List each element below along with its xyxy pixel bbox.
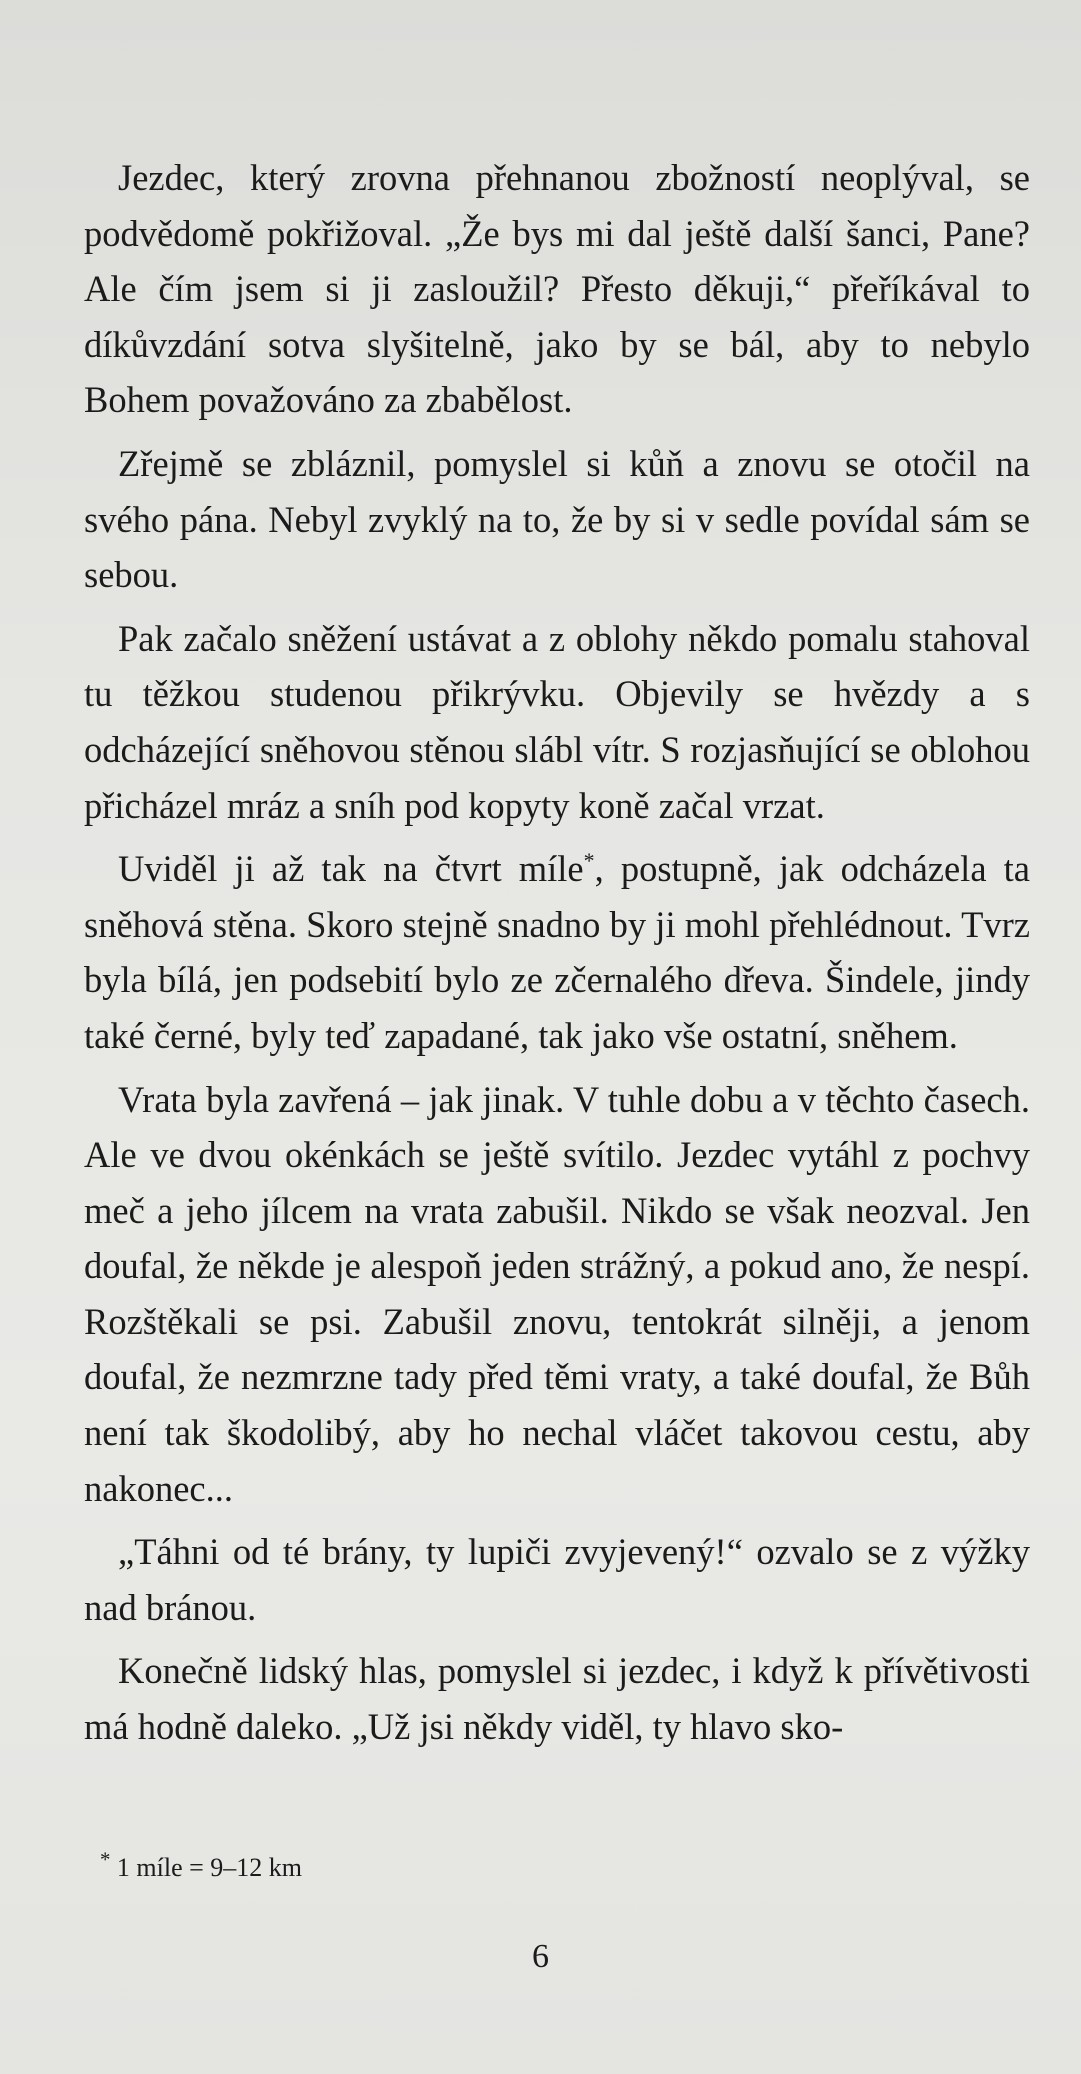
paragraph-7: Konečně lidský hlas, pomyslel si jezdec, i když k přívětivosti má hodně daleko. „Už jsi někdy viděl, ty hlavo sko- <box>84 1650 1030 1748</box>
body-text <box>84 150 1030 1763</box>
page-number: 6 <box>532 1938 549 1975</box>
paragraph-1: Jezdec, který zrovna přehnanou zbožností neoplýval, se podvědomě pokřižoval. „Že bys mi dal ještě další šanci, Pane? Ale čím jsem si ji zasloužil? Přesto děkuji,“ přeříkával to díkůvzdání sotva slyšitelně, jako by se bál, aby to nebylo Bohem považováno za zbabělost. <box>84 157 1030 421</box>
footnote-mark: * <box>100 1848 111 1872</box>
paragraph-3: Pak začalo sněžení ustávat a z oblohy někdo pomalu stahoval tu těžkou studenou přikrývku. Objevily se hvězdy a s odcházející sněhovou stěnou slábl vítr. S rozjasňující se oblohou přicházel mráz a sníh pod kopyty koně začal vrzat. <box>84 617 1030 826</box>
paragraph-4-start: Uviděl ji až tak na čtvrt míle <box>118 848 584 890</box>
paragraph-6: „Táhni od té brány, ty lupiči zvyjevený!“ ozvalo se z výžky nad bránou. <box>84 1531 1030 1628</box>
footnote <box>100 1848 303 1884</box>
footnote-text: 1 míle = 9–12 km <box>116 1853 303 1882</box>
paragraph-5: Vrata byla zavřená – jak jinak. V tuhle dobu a v těchto časech. Ale ve dvou okénkách se ještě svítilo. Jezdec vytáhl z pochvy meč a jeho jílcem na vrata zabušil. Nikdo se však neozval. Jen doufal, že někde je alespoň jeden strážný, a pokud ano, že nespí. Rozštěkali se psi. Zabušil znovu, tentokrát silněji, a jenom doufal, že nezmrzne tady před těmi vraty, a také doufal, že Bůh není tak škodolibý, aby ho nechal vláčet takovou cestu, aby nakonec... <box>84 1078 1030 1509</box>
paragraph-4-end: , postupně, jak odcházela ta sněhová stěna. Skoro stejně snadno by ji mohl přehlédnout. Tvrz byla bílá, jen podsebití bylo ze zčernalého dřeva. Šindele, jindy také černé, byly teď zapadané, tak jako vše ostatní, sněhem. <box>84 848 1031 1056</box>
paragraph-4 <box>84 841 1030 1063</box>
paragraph-2: Zřejmě se zbláznil, pomyslel si kůň a znovu se otočil na svého pána. Nebyl zvyklý na to, že by si v sedle povídal sám se sebou. <box>84 442 1030 596</box>
footnote-reference: * <box>583 847 595 873</box>
